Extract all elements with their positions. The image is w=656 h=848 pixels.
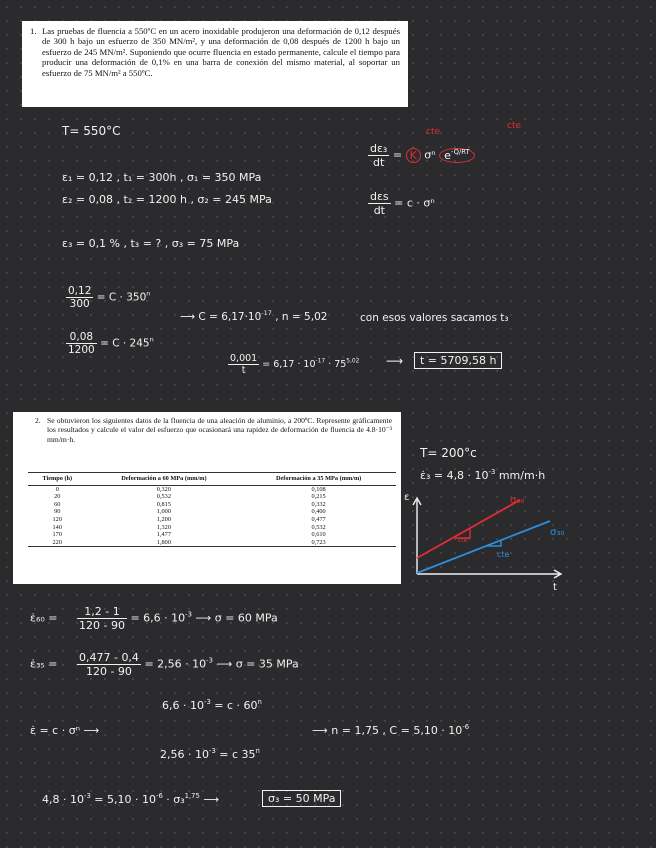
problem-1-text: Las pruebas de fluencia a 550ºC en un acero inoxidable produjeron una deformación de 0,12 después de 300 h bajo un esfuerzo de 350 MN/m², y una deformación de 0,08 después de 1200 h bajo un esfuerzo de 245 MN/m². Suponiendo que ocurre fluencia en estado permanente, calcule el tiempo para producir una deformación de 0,1% en una barra de conexión del mismo material, al soportar un esfuerzo de 75 MN/m² a 550ºC. (42, 26, 400, 78)
table-cell: 0 (55, 485, 59, 493)
c-exponent: -17 (261, 309, 272, 318)
table-cell: 60 (54, 500, 61, 508)
fraction-denominator: 300 (69, 298, 90, 310)
n-value: , n = 5,02 (275, 311, 328, 323)
creep-data-table (28, 472, 396, 547)
exponential-circled (439, 148, 475, 163)
steady-law-rhs: = c · σⁿ (394, 196, 435, 210)
system-result (312, 724, 469, 737)
final-exponent-3: 1,75 (184, 791, 200, 800)
table-cell: 1,200 (156, 515, 171, 523)
sys2-exponent: -3 (208, 746, 216, 755)
table-cell: 0,108 (311, 485, 326, 493)
problem-1-number: 1. (30, 26, 37, 36)
final-exponent-1: -3 (83, 791, 91, 800)
fraction-denominator: t (241, 365, 246, 376)
exponential-base: e (444, 148, 451, 162)
table-cell: 0,320 (156, 485, 171, 493)
table-header-cell: Deformación a 35 MPa (mm/m) (241, 473, 396, 486)
table-row (28, 524, 396, 532)
fraction-denominator: 120 - 90 (85, 665, 132, 678)
table-row (28, 531, 396, 539)
creep-law-2: ε̇ = c · σⁿ ⟶ (30, 724, 100, 737)
table-cell: 1,320 (156, 523, 171, 531)
final-arrow: ⟶ (203, 793, 220, 806)
fraction-numerator: 0,08 (66, 331, 97, 344)
table-cell: 0,532 (156, 493, 171, 501)
fraction-numerator: 1,2 - 1 (77, 605, 127, 619)
given-data-3: ε₃ = 0,1 % , t₃ = ? , σ₃ = 75 MPa (62, 237, 240, 250)
red-cte-label: cte (458, 537, 468, 544)
table-cell: 0,723 (241, 539, 396, 547)
sys1-rhs: = c · 60 (214, 699, 258, 712)
table-row (28, 485, 396, 493)
rate-35-fraction (77, 651, 141, 678)
rate-60-calc (30, 605, 278, 632)
system-equation-2 (160, 748, 260, 761)
sys2-exponent-2: n (255, 746, 260, 755)
given-data-1: ε₁ = 0,12 , t₁ = 300h , σ₁ = 350 MPa (62, 171, 262, 184)
eq1-exponent: n (146, 289, 151, 298)
rate-60-rhs: = 6,6 · 10 (130, 611, 186, 625)
eq3-mid: · 75 (328, 359, 347, 370)
final-exponent-2: -6 (155, 791, 163, 800)
table-body (28, 485, 396, 547)
fraction-numerator: dεs (370, 190, 389, 203)
temperature-note: T= 550°C (62, 124, 121, 138)
table-cell: 120 (52, 515, 62, 523)
eq3-exponent-2: 5,02 (346, 358, 360, 365)
rate-60-exponent: -3 (185, 610, 192, 619)
rate-35-exponent: -3 (206, 656, 213, 665)
table-cell: 0,477 (311, 515, 326, 523)
fraction-denominator: 120 - 90 (78, 619, 125, 632)
fraction-numerator: 0,477 - 0,4 (78, 651, 139, 664)
table-row (28, 539, 396, 547)
graph-x-label: t (553, 582, 557, 593)
rate-35-result: ⟶ σ = 35 MPa (216, 657, 299, 671)
eq1-fraction (66, 285, 93, 310)
fraction-numerator: 0,001 (230, 353, 258, 364)
sys1-lhs: 6,6 · 10 (162, 699, 204, 712)
table-row (28, 508, 396, 516)
answer-1-box: t = 5709,58 h (414, 352, 502, 369)
fraction-denominator: dt (373, 204, 385, 217)
equation-3 (228, 353, 359, 376)
fraction-denominator: 1200 (68, 344, 95, 356)
sigma-60-label: σ₆₀ (510, 495, 525, 506)
eq1-rhs: = C · 350 (96, 291, 147, 304)
rate-35-calc (30, 651, 299, 678)
table-cell: 20 (54, 493, 61, 501)
sigma-30-label: σ₃₀ (550, 527, 565, 538)
equation-2 (66, 331, 154, 356)
answer-1-arrow: ⟶ (386, 354, 404, 368)
rate-unit: mm/m·h (498, 469, 546, 482)
table-cell: 0,215 (311, 493, 326, 501)
table-cell: 90 (54, 508, 61, 516)
rate-60-result: ⟶ σ = 60 MPa (195, 611, 278, 625)
constants-result (180, 311, 327, 323)
sys2-rhs: = c 35 (219, 748, 256, 761)
system-equation-1 (162, 699, 262, 712)
table-cell: 1,800 (87, 539, 242, 547)
blue-cte-label: cte (497, 550, 510, 559)
table-cell: 140 (52, 523, 62, 531)
table-cell: 0,400 (311, 508, 326, 516)
cte-annotation-1: cte (426, 127, 441, 137)
rate-exponent: -3 (488, 467, 496, 476)
eq3-exponent-1: -17 (315, 358, 326, 365)
table-header-cell: Deformación a 60 MPa (mm/m) (87, 473, 242, 486)
table-cell: 1,000 (156, 508, 171, 516)
equation-1 (66, 285, 150, 310)
sys1-exponent: -3 (203, 697, 211, 706)
cte-annotation-2: cte (507, 121, 522, 131)
rate-35-lhs: ε̇₃₅ = (30, 657, 58, 671)
temperature-note-2: T= 200°c (420, 446, 477, 460)
final-equation (42, 793, 219, 806)
target-rate (420, 469, 545, 482)
creep-law: $\frac{\text{dε₃}}{dt}$ = K σⁿ $e^{-Q/RT}$ (368, 142, 475, 169)
final-lhs: 4,8 · 10 (42, 793, 84, 806)
table-cell: 170 (52, 531, 62, 539)
table-cell: 220 (28, 539, 87, 547)
problem-2-statement (13, 412, 401, 584)
sys-result-text: ⟶ n = 1,75 , C = 5,10 · 10 (312, 724, 463, 737)
creep-sketch-graph (400, 488, 600, 598)
eq3-fraction (228, 353, 259, 376)
eq2-fraction (66, 331, 97, 356)
k-constant-circled: K (406, 148, 421, 163)
problem-2-text-block (35, 416, 392, 444)
problem-1-statement (22, 21, 408, 107)
graph-y-label: ε (404, 492, 410, 503)
table-row (28, 501, 396, 509)
sys-result-exponent: -6 (462, 722, 470, 731)
fraction-denominator: dt (373, 156, 385, 169)
problem-2-text: Se obtuvieron los siguientes datos de la fluencia de una aleación de aluminio, a 200ºC. Represente gráficamente los resultados y calcule el valor del esfuerzo que ocasionará una rapidez de deformación de fluencia de 4.8·10⁻³ mm/m·h. (47, 416, 392, 444)
table-row (28, 516, 396, 524)
fraction-numerator: 0,12 (68, 285, 92, 297)
strain-rate-fraction (368, 142, 389, 169)
table-cell: 0,332 (311, 500, 326, 508)
fraction-numerator: dε₃ (370, 142, 388, 155)
eq3-rhs: = 6,17 · 10 (262, 359, 316, 370)
final-mid: = 5,10 · 10 (94, 793, 156, 806)
rate-60-lhs: ε̇₆₀ = (30, 611, 58, 625)
eq2-rhs: = C · 245 (100, 337, 150, 350)
rate-60-fraction (77, 605, 127, 632)
table-header-cell: Tiempo (h) (28, 473, 87, 486)
rate-value: ε̇₃ = 4,8 · 10 (420, 469, 489, 482)
sigma-power: σⁿ (424, 148, 436, 162)
final-mid-2: · σ₃ (166, 793, 185, 806)
exponential-exponent: -Q/RT (450, 147, 470, 156)
sys2-lhs: 2,56 · 10 (160, 748, 209, 761)
table-cell: 0,610 (311, 531, 326, 539)
table-cell: 0,815 (156, 500, 171, 508)
comment-note: con esos valores sacamos t₃ (360, 312, 509, 324)
given-data-2: ε₂ = 0,08 , t₂ = 1200 h , σ₂ = 245 MPa (62, 193, 272, 206)
table-cell: 0,532 (311, 523, 326, 531)
steady-rate-fraction (368, 190, 391, 217)
eq2-exponent: n (149, 335, 154, 344)
rate-35-rhs: = 2,56 · 10 (144, 657, 207, 671)
steady-state-law (368, 190, 435, 217)
problem-2-number: 2. (35, 416, 41, 425)
answer-2-box: σ₃ = 50 MPa (262, 790, 341, 807)
c-value: ⟶ C = 6,17·10 (180, 311, 262, 323)
table-header-row (28, 473, 396, 486)
sys1-exponent-2: n (257, 697, 262, 706)
table-row (28, 493, 396, 501)
table-cell: 1,477 (156, 531, 171, 539)
